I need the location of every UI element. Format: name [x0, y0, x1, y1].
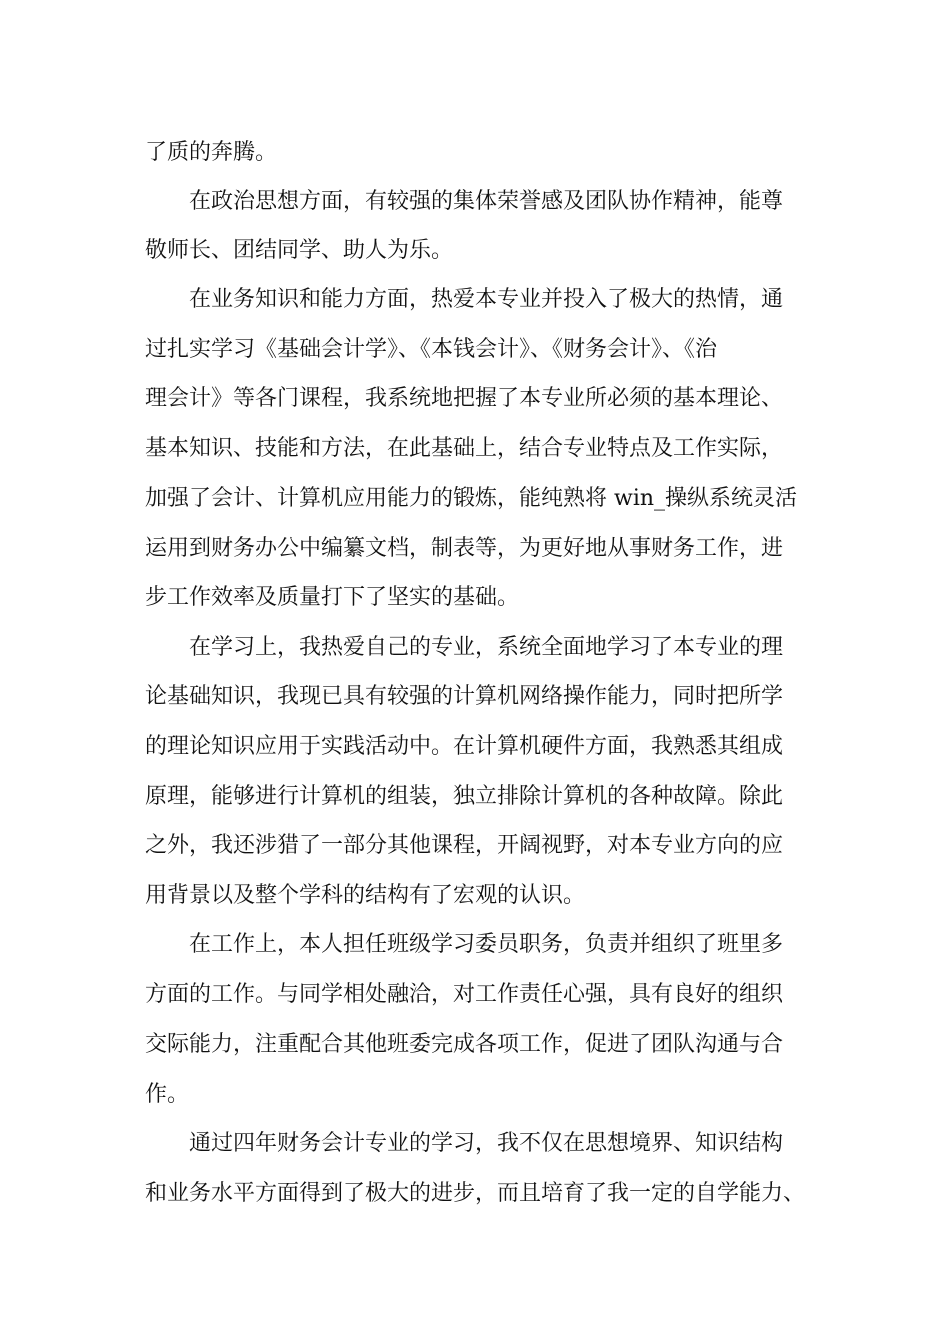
- paragraph-3-line-2: 过扎实学习《基础会计学》、《本钱会计》、《财务会计》、《治: [145, 337, 718, 362]
- paragraph-3-line-6: 运用到财务办公中编纂文档，制表等，为更好地从事财务工作，进: [145, 536, 784, 561]
- paragraph-6-line-1: 通过四年财务会计专业的学习，我不仅在思想境界、知识结构: [189, 1131, 784, 1156]
- paragraph-2-line-1: 在政治思想方面，有较强的集体荣誉感及团队协作精神，能尊: [189, 189, 784, 214]
- paragraph-4-line-2: 论基础知识，我现已具有较强的计算机网络操作能力，同时把所学: [145, 684, 784, 709]
- paragraph-6-line-2: 和业务水平方面得到了极大的进步，而且培育了我一定的自学能力、: [145, 1181, 806, 1206]
- paragraph-2-line-2: 敬师长、团结同学、助人为乐。: [145, 238, 454, 263]
- paragraph-5-line-2: 方面的工作。与同学相处融洽，对工作责任心强，具有良好的组织: [145, 982, 784, 1007]
- paragraph-3-line-7: 步工作效率及质量打下了坚实的基础。: [145, 585, 520, 610]
- paragraph-1-line-1: 了质的奔腾。: [145, 140, 278, 165]
- paragraph-4-line-3: 的理论知识应用于实践活动中。在计算机硬件方面，我熟悉其组成: [145, 734, 784, 759]
- paragraph-4-line-5: 之外，我还涉猎了一部分其他课程，开阔视野，对本专业方向的应: [145, 833, 784, 858]
- paragraph-4-line-6: 用背景以及整个学科的结构有了宏观的认识。: [145, 883, 586, 908]
- paragraph-3-line-1: 在业务知识和能力方面，热爱本专业并投入了极大的热情，通: [189, 287, 784, 312]
- paragraph-4-line-1: 在学习上，我热爱自己的专业，系统全面地学习了本专业的理: [189, 635, 784, 660]
- paragraph-3-line-5: 加强了会计、计算机应用能力的锻炼，能纯熟将 win_操纵系统灵活: [145, 486, 798, 511]
- paragraph-5-line-1: 在工作上，本人担任班级学习委员职务，负责并组织了班里多: [189, 932, 784, 957]
- paragraph-5-line-3: 交际能力，注重配合其他班委完成各项工作，促进了团队沟通与合: [145, 1032, 784, 1057]
- paragraph-3-line-3: 理会计》等各门课程，我系统地把握了本专业所必须的基本理论、: [145, 386, 784, 411]
- paragraph-4-line-4: 原理，能够进行计算机的组装，独立排除计算机的各种故障。除此: [145, 784, 784, 809]
- paragraph-5-line-4: 作。: [145, 1082, 190, 1107]
- paragraph-3-line-4: 基本知识、技能和方法，在此基础上，结合专业特点及工作实际，: [145, 436, 784, 461]
